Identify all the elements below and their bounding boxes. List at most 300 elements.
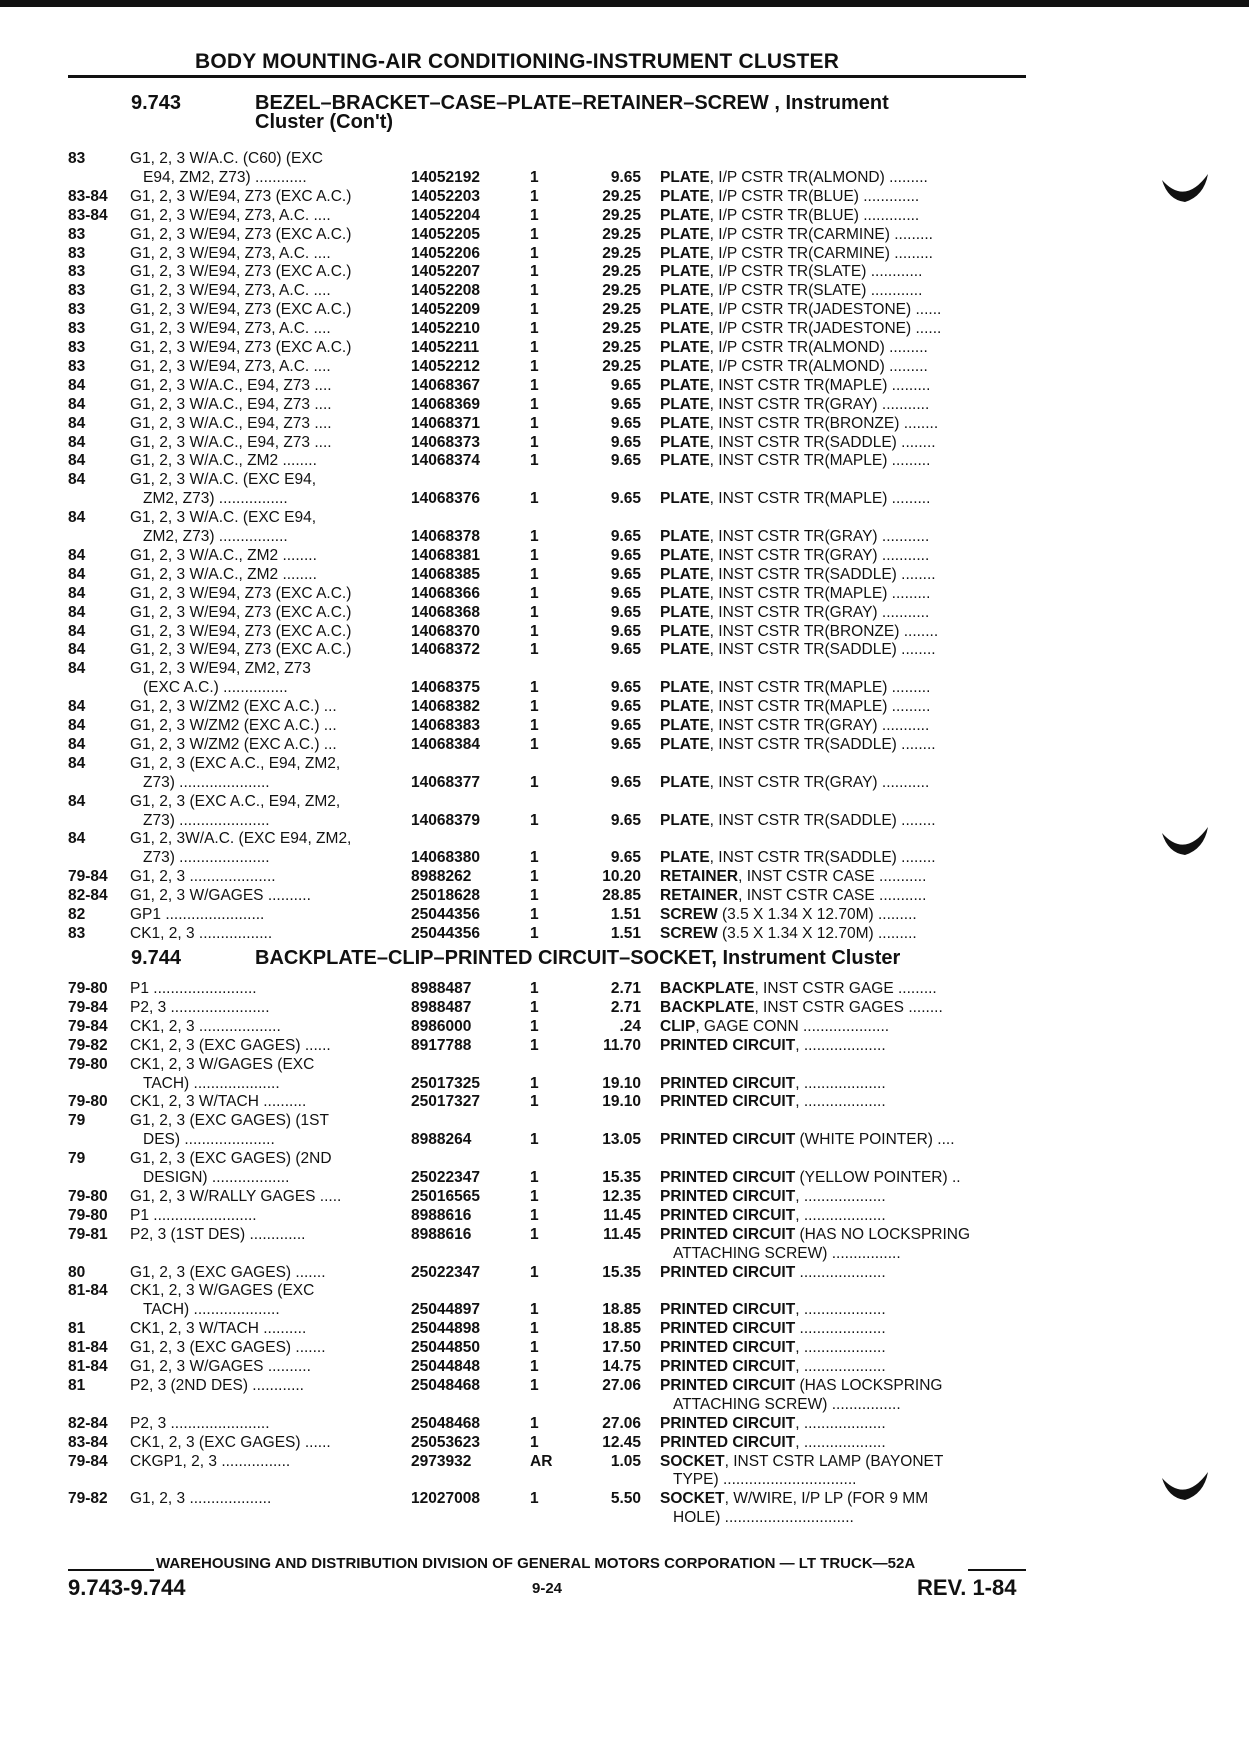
part-number: 14068379 bbox=[411, 811, 480, 829]
part-number: 8988487 bbox=[411, 980, 472, 997]
year-range: 84 bbox=[68, 452, 86, 470]
application-description: G1, 2, 3W/A.C. (EXC E94, ZM2, bbox=[130, 830, 352, 848]
year-range: 79-80 bbox=[68, 1093, 108, 1111]
list-price: 9.65 bbox=[610, 603, 641, 621]
application-description: CKGP1, 2, 3 ................ bbox=[130, 1452, 291, 1470]
part-name: PLATE, INST CSTR TR(BRONZE) ........ bbox=[660, 622, 939, 640]
list-price: 9.65 bbox=[610, 679, 641, 697]
part-number: 8988616 bbox=[411, 1225, 472, 1243]
year-range: 82-84 bbox=[68, 887, 108, 905]
part-number: 14068376 bbox=[411, 490, 480, 508]
list-price: 27.06 bbox=[602, 1414, 641, 1432]
table-row bbox=[68, 245, 1028, 264]
quantity: 1 bbox=[530, 924, 539, 942]
quantity: 1 bbox=[530, 225, 539, 243]
table-row bbox=[68, 717, 1028, 736]
table-row bbox=[68, 980, 1028, 999]
part-number: 25022347 bbox=[411, 1263, 480, 1281]
year-range: 79-84 bbox=[68, 1452, 108, 1470]
list-price: 9.65 bbox=[610, 735, 641, 753]
table-row bbox=[68, 320, 1028, 339]
application-description: G1, 2, 3 W/A.C., E94, Z73 .... bbox=[130, 433, 332, 451]
application-description: G1, 2, 3 (EXC GAGES) (2ND bbox=[130, 1150, 332, 1168]
quantity: 1 bbox=[530, 452, 539, 470]
list-price: 18.85 bbox=[602, 1320, 641, 1338]
application-description: CK1, 2, 3 W/GAGES (EXC bbox=[130, 1055, 315, 1073]
quantity: 1 bbox=[530, 868, 539, 886]
quantity: 1 bbox=[530, 622, 539, 640]
year-range: 83 bbox=[68, 320, 86, 338]
table-row bbox=[68, 660, 1028, 679]
year-range: 79-80 bbox=[68, 1206, 108, 1224]
part-number: 14052192 bbox=[411, 168, 480, 186]
quantity: 1 bbox=[530, 1074, 539, 1092]
application-description: DESIGN) .................. bbox=[143, 1169, 290, 1186]
quantity: 1 bbox=[530, 735, 539, 753]
table-row bbox=[68, 679, 1028, 698]
quantity: 1 bbox=[530, 546, 539, 564]
application-description: G1, 2, 3 (EXC GAGES) ....... bbox=[130, 1339, 326, 1357]
application-description: Z73) ..................... bbox=[143, 773, 270, 791]
quantity: 1 bbox=[530, 717, 539, 734]
part-name: PLATE, I/P CSTR TR(CARMINE) ......... bbox=[660, 244, 933, 262]
list-price: 9.65 bbox=[610, 433, 641, 451]
part-number: 14068377 bbox=[411, 773, 480, 791]
year-range: 79-84 bbox=[68, 1017, 108, 1035]
part-name: PLATE, I/P CSTR TR(ALMOND) ......... bbox=[660, 168, 928, 186]
part-number: 8917788 bbox=[411, 1036, 472, 1054]
quantity: 1 bbox=[530, 357, 539, 375]
quantity: 1 bbox=[530, 811, 539, 829]
part-name: PRINTED CIRCUIT, ................... bbox=[660, 1414, 886, 1432]
table-row bbox=[68, 1056, 1028, 1075]
application-description: G1, 2, 3 W/A.C., ZM2 ........ bbox=[130, 452, 317, 470]
part-number: 14068373 bbox=[411, 433, 480, 451]
list-price: 9.65 bbox=[610, 395, 641, 413]
part-name: PLATE, I/P CSTR TR(SLATE) ............ bbox=[660, 282, 923, 300]
part-number: 25044897 bbox=[411, 1301, 480, 1319]
section-heading-9-743 bbox=[131, 92, 1031, 140]
year-range: 83 bbox=[68, 339, 86, 356]
quantity: 1 bbox=[530, 244, 539, 262]
quantity: 1 bbox=[530, 1169, 539, 1186]
application-description: G1, 2, 3 W/ZM2 (EXC A.C.) ... bbox=[130, 735, 337, 753]
quantity: 1 bbox=[530, 998, 539, 1016]
part-name: PLATE, INST CSTR TR(GRAY) ........... bbox=[660, 717, 930, 734]
table-row bbox=[68, 282, 1028, 301]
table-row bbox=[68, 1093, 1028, 1112]
table-row bbox=[68, 226, 1028, 245]
footer-rule-right bbox=[968, 1569, 1026, 1571]
list-price: 29.25 bbox=[602, 187, 641, 205]
quantity: 1 bbox=[530, 773, 539, 791]
table-row bbox=[68, 528, 1028, 547]
table-row bbox=[68, 812, 1028, 831]
application-description: G1, 2, 3 W/E94, Z73 (EXC A.C.) bbox=[130, 301, 352, 319]
list-price: 9.65 bbox=[610, 698, 641, 716]
quantity: 1 bbox=[530, 339, 539, 356]
list-price: 9.65 bbox=[610, 622, 641, 640]
table-row bbox=[68, 547, 1028, 566]
year-range: 84 bbox=[68, 376, 86, 394]
part-name: PRINTED CIRCUIT (YELLOW POINTER) .. bbox=[660, 1169, 961, 1186]
part-number: 25044850 bbox=[411, 1339, 480, 1357]
list-price: 29.25 bbox=[602, 225, 641, 243]
list-price: .24 bbox=[619, 1017, 641, 1035]
application-description: DES) ..................... bbox=[143, 1131, 275, 1149]
part-name: PLATE, INST CSTR TR(SADDLE) ........ bbox=[660, 811, 936, 829]
table-row bbox=[68, 736, 1028, 755]
application-description: G1, 2, 3 (EXC A.C., E94, ZM2, bbox=[130, 754, 341, 772]
year-range: 84 bbox=[68, 622, 86, 640]
table-row bbox=[68, 604, 1028, 623]
part-name: PLATE, I/P CSTR TR(JADESTONE) ...... bbox=[660, 301, 942, 319]
part-number: 25048468 bbox=[411, 1376, 480, 1394]
table-row bbox=[68, 301, 1028, 320]
application-description: P2, 3 ....................... bbox=[130, 998, 270, 1016]
part-number: 25017327 bbox=[411, 1093, 480, 1111]
part-name: PLATE, INST CSTR TR(GRAY) ........... bbox=[660, 528, 930, 545]
list-price: 29.25 bbox=[602, 320, 641, 338]
table-row bbox=[68, 1188, 1028, 1207]
application-description: CK1, 2, 3 W/GAGES (EXC bbox=[130, 1282, 315, 1300]
year-range: 84 bbox=[68, 830, 86, 848]
quantity: 1 bbox=[530, 1358, 539, 1375]
table-row bbox=[68, 490, 1028, 509]
table-row bbox=[68, 1018, 1028, 1037]
quantity: 1 bbox=[530, 263, 539, 281]
table-row bbox=[68, 509, 1028, 528]
year-range: 79-80 bbox=[68, 1187, 108, 1205]
part-name: PLATE, I/P CSTR TR(JADESTONE) ...... bbox=[660, 320, 942, 338]
year-range: 84 bbox=[68, 660, 86, 678]
application-description: G1, 2, 3 W/A.C. (EXC E94, bbox=[130, 509, 317, 527]
part-name: PRINTED CIRCUIT, ................... bbox=[660, 1301, 886, 1319]
part-name: PLATE, INST CSTR TR(MAPLE) ......... bbox=[660, 679, 931, 697]
part-name: PLATE, INST CSTR TR(GRAY) ........... bbox=[660, 546, 930, 564]
list-price: 29.25 bbox=[602, 301, 641, 319]
list-price: 9.65 bbox=[610, 168, 641, 186]
year-range: 79 bbox=[68, 1112, 86, 1130]
list-price: 9.65 bbox=[610, 717, 641, 734]
part-number: 14068368 bbox=[411, 603, 480, 621]
application-description: G1, 2, 3 (EXC GAGES) (1ST bbox=[130, 1112, 329, 1130]
section-title-continued: Cluster (Con't) bbox=[255, 111, 394, 133]
part-name: PLATE, INST CSTR TR(MAPLE) ......... bbox=[660, 698, 931, 716]
year-range: 84 bbox=[68, 414, 86, 432]
year-range: 84 bbox=[68, 565, 86, 583]
part-name: RETAINER, INST CSTR CASE ........... bbox=[660, 868, 927, 886]
list-price: 1.51 bbox=[610, 906, 641, 923]
part-number: 8988262 bbox=[411, 868, 472, 886]
year-range: 81 bbox=[68, 1320, 86, 1338]
part-number: 14068380 bbox=[411, 849, 480, 867]
table-row bbox=[68, 188, 1028, 207]
list-price: 19.10 bbox=[602, 1074, 641, 1092]
table-row bbox=[68, 1301, 1028, 1320]
section-title: BACKPLATE–CLIP–PRINTED CIRCUIT–SOCKET, Instrument Cluster bbox=[255, 947, 901, 969]
part-name: PLATE, I/P CSTR TR(CARMINE) ......... bbox=[660, 225, 933, 243]
year-range: 79-80 bbox=[68, 980, 108, 997]
quantity: 1 bbox=[530, 206, 539, 224]
part-number: 14068370 bbox=[411, 622, 480, 640]
list-price: 29.25 bbox=[602, 206, 641, 224]
year-range: 79 bbox=[68, 1150, 86, 1168]
part-name: PRINTED CIRCUIT, ................... bbox=[660, 1074, 886, 1092]
application-description: Z73) ..................... bbox=[143, 849, 270, 867]
list-price: 15.35 bbox=[602, 1169, 641, 1186]
application-description: ZM2, Z73) ................ bbox=[143, 490, 288, 508]
year-range: 84 bbox=[68, 433, 86, 451]
part-number: 8988616 bbox=[411, 1206, 472, 1224]
year-range: 84 bbox=[68, 754, 86, 772]
part-number: 12027008 bbox=[411, 1490, 480, 1508]
quantity: 1 bbox=[530, 414, 539, 432]
binder-hole-mark-icon bbox=[1160, 825, 1210, 857]
part-number: 14068381 bbox=[411, 546, 480, 564]
table-row bbox=[68, 1207, 1028, 1226]
part-name: PLATE, INST CSTR TR(GRAY) ........... bbox=[660, 395, 930, 413]
quantity: 1 bbox=[530, 301, 539, 319]
quantity: 1 bbox=[530, 1414, 539, 1432]
part-name: PRINTED CIRCUIT (HAS NO LOCKSPRING bbox=[660, 1225, 971, 1243]
part-name: PLATE, INST CSTR TR(SADDLE) ........ bbox=[660, 641, 936, 659]
application-description: CK1, 2, 3 (EXC GAGES) ...... bbox=[130, 1433, 331, 1451]
table-row bbox=[68, 641, 1028, 660]
list-price: 2.71 bbox=[610, 998, 641, 1016]
part-number: 8988264 bbox=[411, 1131, 472, 1149]
table-row bbox=[68, 868, 1028, 887]
application-description: CK1, 2, 3 ................... bbox=[130, 1017, 281, 1035]
quantity: 1 bbox=[530, 320, 539, 338]
year-range: 81-84 bbox=[68, 1358, 108, 1375]
binder-hole-mark-icon bbox=[1160, 172, 1210, 204]
application-description: CK1, 2, 3 W/TACH .......... bbox=[130, 1093, 307, 1111]
table-row bbox=[68, 566, 1028, 585]
list-price: 9.65 bbox=[610, 773, 641, 791]
part-name: PRINTED CIRCUIT (HAS LOCKSPRING bbox=[660, 1376, 943, 1394]
table-row bbox=[68, 1490, 1028, 1509]
part-number: 25022347 bbox=[411, 1169, 480, 1186]
part-number: 14068382 bbox=[411, 698, 480, 716]
part-number: 8986000 bbox=[411, 1017, 472, 1035]
table-row bbox=[68, 849, 1028, 868]
part-name: BACKPLATE, INST CSTR GAGE ......... bbox=[660, 980, 937, 997]
quantity: 1 bbox=[530, 1093, 539, 1111]
table-row bbox=[68, 1320, 1028, 1339]
part-number: 25017325 bbox=[411, 1074, 480, 1092]
part-name: PRINTED CIRCUIT, ................... bbox=[660, 1358, 886, 1375]
part-name: PLATE, I/P CSTR TR(BLUE) ............. bbox=[660, 206, 920, 224]
part-number: 14068369 bbox=[411, 395, 480, 413]
part-number: 25044848 bbox=[411, 1358, 480, 1375]
application-description: TACH) .................... bbox=[143, 1301, 280, 1319]
application-description: G1, 2, 3 W/E94, Z73, A.C. .... bbox=[130, 320, 331, 338]
application-description: G1, 2, 3 W/E94, Z73 (EXC A.C.) bbox=[130, 622, 352, 640]
part-name: ATTACHING SCREW) ................ bbox=[673, 1395, 901, 1413]
part-name: PLATE, INST CSTR TR(MAPLE) ......... bbox=[660, 376, 931, 394]
year-range: 83 bbox=[68, 301, 86, 319]
footer-page-number: 9-24 bbox=[532, 1580, 563, 1597]
application-description: G1, 2, 3 W/E94, Z73 (EXC A.C.) bbox=[130, 584, 352, 602]
table-row bbox=[68, 887, 1028, 906]
part-number: 25048468 bbox=[411, 1414, 480, 1432]
application-description: P2, 3 (2ND DES) ............ bbox=[130, 1376, 304, 1394]
binder-hole-mark-icon bbox=[1160, 1470, 1210, 1502]
year-range: 79-84 bbox=[68, 998, 108, 1016]
table-row bbox=[68, 1339, 1028, 1358]
part-number: 14052211 bbox=[411, 339, 480, 356]
part-name: SCREW (3.5 X 1.34 X 12.70M) ......... bbox=[660, 906, 917, 923]
part-name: PLATE, I/P CSTR TR(BLUE) ............. bbox=[660, 187, 920, 205]
table-row bbox=[68, 377, 1028, 396]
list-price: 9.65 bbox=[610, 528, 641, 545]
year-range: 79-84 bbox=[68, 868, 108, 886]
year-range: 84 bbox=[68, 546, 86, 564]
page-title: BODY MOUNTING-AIR CONDITIONING-INSTRUMENT CLUSTER bbox=[195, 50, 840, 73]
list-price: 29.25 bbox=[602, 244, 641, 262]
part-name: PLATE, INST CSTR TR(SADDLE) ........ bbox=[660, 433, 936, 451]
application-description: G1, 2, 3 W/A.C., E94, Z73 .... bbox=[130, 395, 332, 413]
list-price: 1.05 bbox=[610, 1452, 641, 1470]
quantity: 1 bbox=[530, 641, 539, 659]
part-name: PRINTED CIRCUIT, ................... bbox=[660, 1036, 886, 1054]
part-number: 25044356 bbox=[411, 906, 480, 923]
application-description: G1, 2, 3 W/E94, Z73, A.C. .... bbox=[130, 244, 331, 262]
table-row bbox=[68, 1358, 1028, 1377]
application-description: G1, 2, 3 W/GAGES .......... bbox=[130, 887, 311, 905]
list-price: 9.65 bbox=[610, 811, 641, 829]
table-row bbox=[68, 1471, 1028, 1490]
section-title: BEZEL–BRACKET–CASE–PLATE–RETAINER–SCREW , Instrument bbox=[255, 92, 889, 114]
table-row bbox=[68, 358, 1028, 377]
year-range: 79-80 bbox=[68, 1055, 108, 1073]
table-row bbox=[68, 999, 1028, 1018]
list-price: 11.70 bbox=[603, 1036, 641, 1054]
list-price: 29.25 bbox=[602, 339, 641, 356]
year-range: 83 bbox=[68, 150, 86, 167]
footer-division-text: WAREHOUSING AND DISTRIBUTION DIVISION OF GENERAL MOTORS CORPORATION — LT TRUCK—52A bbox=[156, 1555, 916, 1572]
table-row bbox=[68, 434, 1028, 453]
part-number: 14052203 bbox=[411, 187, 480, 205]
table-row bbox=[68, 1396, 1028, 1415]
list-price: 11.45 bbox=[603, 1225, 641, 1243]
list-price: 12.35 bbox=[602, 1187, 641, 1205]
quantity: 1 bbox=[530, 282, 539, 300]
table-row bbox=[68, 1169, 1028, 1188]
year-range: 83 bbox=[68, 225, 86, 243]
list-price: 9.65 bbox=[610, 584, 641, 602]
list-price: 9.65 bbox=[610, 490, 641, 508]
application-description: P2, 3 ....................... bbox=[130, 1414, 270, 1432]
table-row bbox=[68, 1037, 1028, 1056]
quantity: 1 bbox=[530, 433, 539, 451]
application-description: G1, 2, 3 W/E94, Z73 (EXC A.C.) bbox=[130, 603, 352, 621]
quantity: 1 bbox=[530, 1433, 539, 1451]
part-name: HOLE) .............................. bbox=[673, 1509, 854, 1527]
year-range: 83-84 bbox=[68, 1433, 108, 1451]
list-price: 11.45 bbox=[603, 1206, 641, 1224]
quantity: 1 bbox=[530, 1131, 539, 1149]
part-name: PLATE, INST CSTR TR(BRONZE) ........ bbox=[660, 414, 939, 432]
part-number: 14068372 bbox=[411, 641, 480, 659]
part-name: PRINTED CIRCUIT, ................... bbox=[660, 1093, 886, 1111]
table-row bbox=[68, 396, 1028, 415]
part-number: 14052208 bbox=[411, 282, 480, 300]
year-range: 81 bbox=[68, 1376, 86, 1394]
list-price: 12.45 bbox=[602, 1433, 641, 1451]
part-number: 25018628 bbox=[411, 887, 480, 905]
table-row bbox=[68, 1415, 1028, 1434]
part-name: PRINTED CIRCUIT, ................... bbox=[660, 1206, 886, 1224]
table-row bbox=[68, 698, 1028, 717]
list-price: 9.65 bbox=[610, 546, 641, 564]
part-name: RETAINER, INST CSTR CASE ........... bbox=[660, 887, 927, 905]
application-description: G1, 2, 3 W/E94, Z73 (EXC A.C.) bbox=[130, 187, 352, 205]
list-price: 5.50 bbox=[610, 1490, 641, 1508]
year-range: 79-82 bbox=[68, 1490, 108, 1508]
list-price: 9.65 bbox=[610, 376, 641, 394]
top-border bbox=[0, 0, 1249, 7]
part-name: PLATE, INST CSTR TR(GRAY) ........... bbox=[660, 773, 930, 791]
year-range: 84 bbox=[68, 792, 86, 810]
year-range: 84 bbox=[68, 717, 86, 734]
table-row bbox=[68, 623, 1028, 642]
application-description: CK1, 2, 3 W/TACH .......... bbox=[130, 1320, 307, 1338]
year-range: 84 bbox=[68, 698, 86, 716]
list-price: 15.35 bbox=[602, 1263, 641, 1281]
part-number: 14068367 bbox=[411, 376, 480, 394]
part-number: 14052212 bbox=[411, 357, 480, 375]
year-range: 83 bbox=[68, 357, 86, 375]
list-price: 29.25 bbox=[602, 263, 641, 281]
part-name: TYPE) ............................... bbox=[673, 1471, 857, 1489]
application-description: G1, 2, 3 W/E94, Z73, A.C. .... bbox=[130, 206, 331, 224]
year-range: 83-84 bbox=[68, 187, 108, 205]
part-number: 14052209 bbox=[411, 301, 480, 319]
table-row bbox=[68, 774, 1028, 793]
application-description: P1 ........................ bbox=[130, 980, 257, 997]
table-row bbox=[68, 1112, 1028, 1131]
quantity: 1 bbox=[530, 1301, 539, 1319]
header-rule bbox=[68, 75, 1026, 78]
section-number: 9.743 bbox=[131, 92, 182, 114]
part-name: PRINTED CIRCUIT, ................... bbox=[660, 1433, 886, 1451]
part-name: PLATE, INST CSTR TR(MAPLE) ......... bbox=[660, 490, 931, 508]
year-range: 83 bbox=[68, 282, 86, 300]
part-number: 14052205 bbox=[411, 225, 480, 243]
table-row bbox=[68, 1282, 1028, 1301]
year-range: 83 bbox=[68, 924, 86, 942]
application-description: G1, 2, 3 W/GAGES .......... bbox=[130, 1358, 311, 1375]
part-name: PRINTED CIRCUIT (WHITE POINTER) .... bbox=[660, 1131, 955, 1149]
part-number: 14068366 bbox=[411, 584, 480, 602]
year-range: 84 bbox=[68, 395, 86, 413]
application-description: G1, 2, 3 W/E94, Z73, A.C. .... bbox=[130, 282, 331, 300]
part-name: PRINTED CIRCUIT, ................... bbox=[660, 1187, 886, 1205]
quantity: 1 bbox=[530, 490, 539, 508]
part-number: 14068375 bbox=[411, 679, 480, 697]
list-price: 9.65 bbox=[610, 452, 641, 470]
quantity: 1 bbox=[530, 395, 539, 413]
list-price: 19.10 bbox=[602, 1093, 641, 1111]
part-number: 14068385 bbox=[411, 565, 480, 583]
year-range: 83 bbox=[68, 263, 86, 281]
application-description: G1, 2, 3 .................... bbox=[130, 868, 276, 886]
application-description: G1, 2, 3 W/E94, ZM2, Z73 bbox=[130, 660, 311, 678]
quantity: 1 bbox=[530, 376, 539, 394]
quantity: 1 bbox=[530, 187, 539, 205]
